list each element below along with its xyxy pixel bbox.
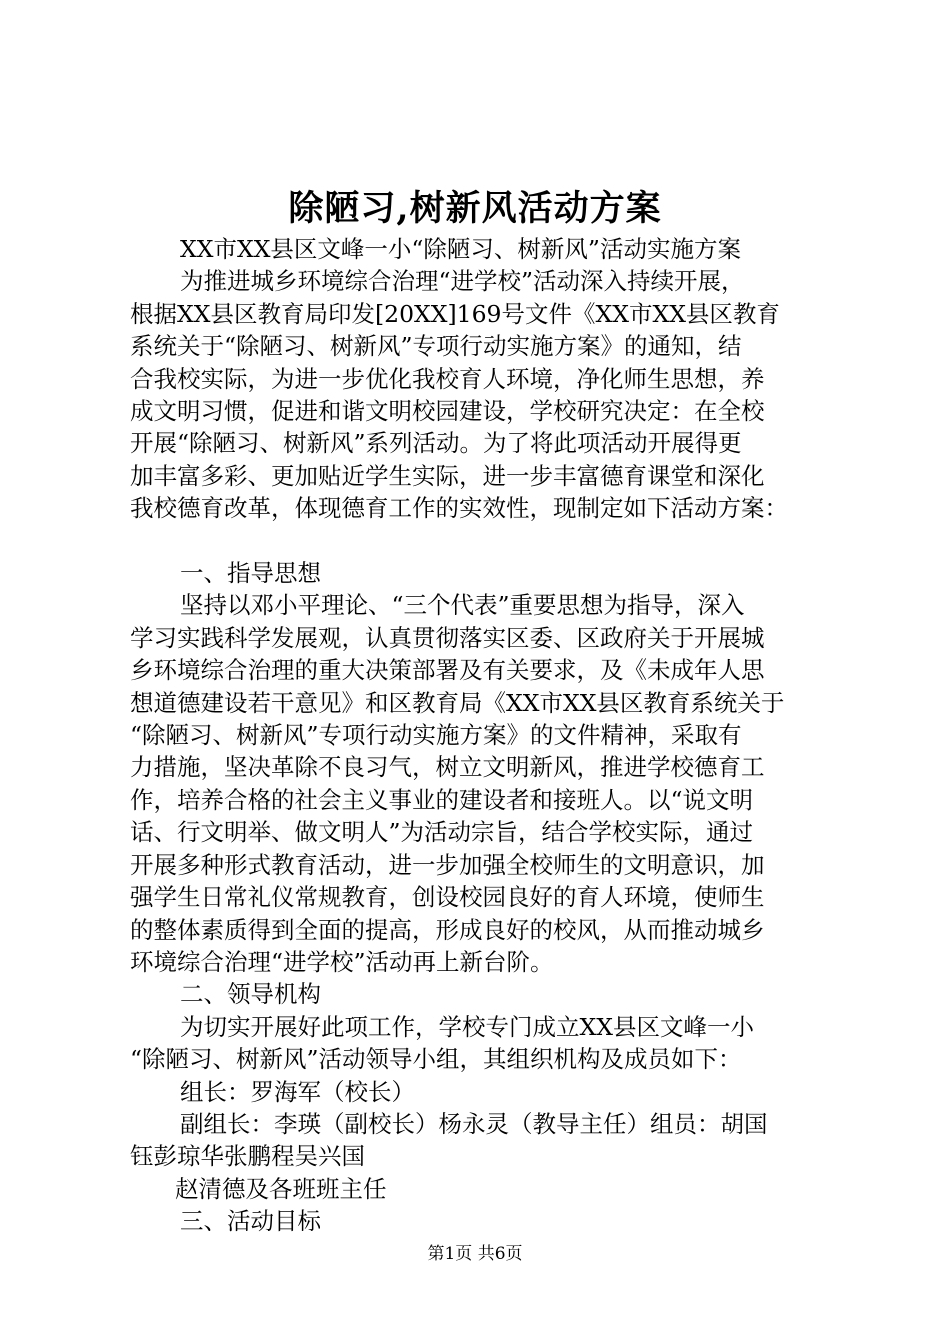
text-line: 环境综合治理“进学校”活动再上新台阶。: [130, 947, 554, 976]
text-line: 乡环境综合治理的重大决策部署及有关要求，及《未成年人思: [130, 656, 765, 685]
page-number: 第1页 共6页: [427, 1244, 523, 1264]
document-title: 除陋习,树新风活动方案: [288, 188, 662, 229]
text-line: 为切实开展好此项工作，学校专门成立XX县区文峰一小: [180, 1012, 754, 1041]
text-line: 话、行文明举、做文明人”为活动宗旨，结合学校实际，通过: [130, 818, 754, 847]
text-line: 副组长：李瑛（副校长）杨永灵（教导主任）组员：胡国: [180, 1109, 768, 1138]
text-line: 的整体素质得到全面的提高，形成良好的校风，从而推动城乡: [130, 915, 765, 944]
text-line: 合我校实际，为进一步优化我校育人环境，净化师生思想，养: [130, 364, 765, 393]
text-line: 系统关于“除陋习、树新风”专项行动实施方案》的通知，结: [130, 332, 742, 361]
text-line: 作，培养合格的社会主义事业的建设者和接班人。以“说文明: [130, 785, 754, 814]
text-line: 力措施，坚决革除不良习气，树立文明新风，推进学校德育工: [130, 753, 765, 782]
blank-line: [130, 525, 830, 557]
text-line: 二、领导机构: [180, 980, 321, 1009]
text-line: 三、活动目标: [180, 1207, 321, 1236]
text-line: 钰彭琼华张鹏程吴兴国: [130, 1142, 365, 1171]
text-line: 开展多种形式教育活动，进一步加强全校师生的文明意识，加: [130, 850, 765, 879]
text-line: “除陋习、树新风”专项行动实施方案》的文件精神，采取有: [130, 721, 742, 750]
document-body: [130, 233, 830, 1238]
text-line: 强学生日常礼仪常规教育，创设校园良好的育人环境，使师生: [130, 883, 765, 912]
text-line: 坚持以邓小平理论、“三个代表”重要思想为指导，深入: [180, 591, 745, 620]
text-line: 开展“除陋习、树新风”系列活动。为了将此项活动开展得更: [130, 429, 742, 458]
text-line: 加丰富多彩、更加贴近学生实际，进一步丰富德育课堂和深化: [130, 461, 765, 490]
text-line: 我校德育改革，体现德育工作的实效性，现制定如下活动方案：: [130, 494, 788, 523]
text-line: 组长：罗海军（校长）: [180, 1077, 415, 1106]
text-line: 一、指导思想: [180, 559, 321, 588]
text-line: 学习实践科学发展观，认真贯彻落实区委、区政府关于开展城: [130, 623, 765, 652]
text-line: 想道德建设若干意见》和区教育局《XX市XX县区教育系统关于: [130, 688, 785, 717]
text-line: 为推进城乡环境综合治理“进学校”活动深入持续开展，: [180, 267, 745, 296]
text-line: 成文明习惯，促进和谐文明校园建设，学校研究决定：在全校: [130, 397, 765, 426]
text-line: 根据XX县区教育局印发[20XX]169号文件《XX市XX县区教育: [130, 299, 780, 328]
text-line: “除陋习、树新风”活动领导小组，其组织机构及成员如下：: [130, 1045, 742, 1074]
document-subtitle: XX市XX县区文峰一小“除陋习、树新风”活动实施方案: [180, 235, 741, 263]
text-line: 赵清德及各班班主任: [175, 1174, 387, 1203]
paragraph-lines: [130, 265, 830, 1237]
